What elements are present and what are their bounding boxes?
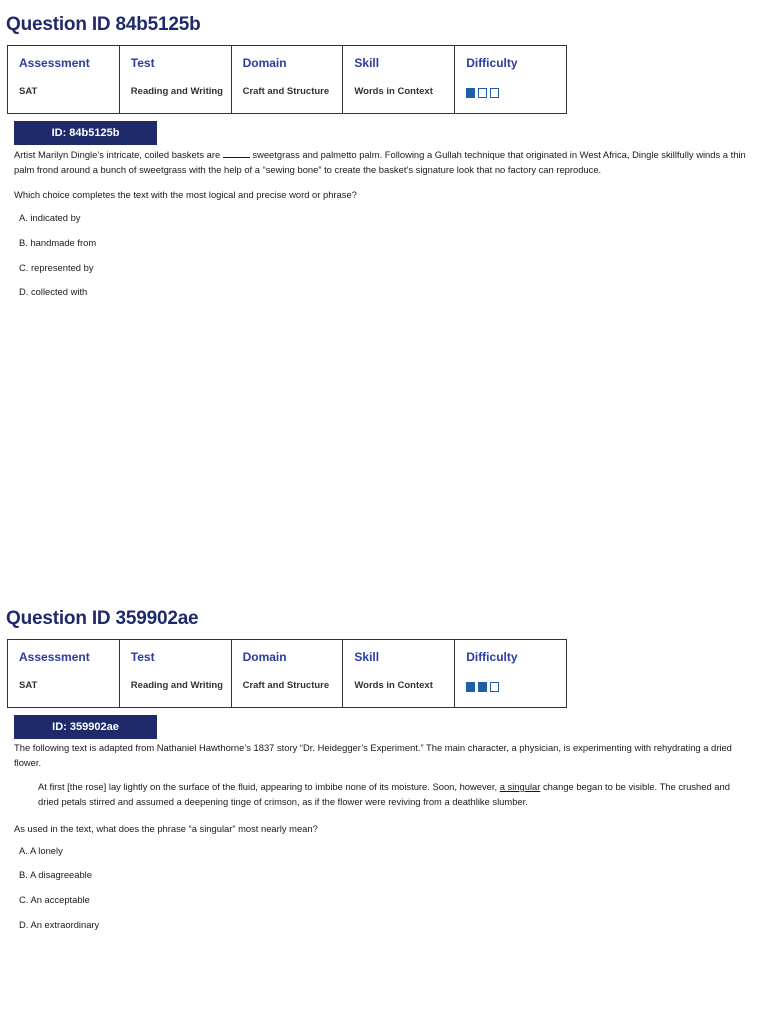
domain-value: Craft and Structure	[242, 680, 330, 691]
domain-cell	[231, 46, 343, 114]
difficulty-header: Difficulty	[466, 650, 518, 664]
difficulty-indicator	[466, 682, 566, 692]
quoted-passage	[38, 779, 753, 809]
domain-cell	[231, 640, 343, 708]
difficulty-square	[478, 682, 487, 692]
domain-value: Craft and Structure	[242, 86, 330, 97]
test-value: Reading and Writing	[130, 86, 223, 97]
answer-choice-c[interactable]: C. represented by	[19, 262, 94, 273]
difficulty-cell	[455, 640, 567, 708]
skill-cell	[343, 640, 455, 708]
difficulty-square	[490, 682, 499, 692]
skill-header: Skill	[354, 56, 380, 70]
test-value: Reading and Writing	[130, 680, 223, 691]
skill-value: Words in Context	[354, 680, 433, 691]
question-prompt: As used in the text, what does the phrase “a singular” most nearly mean?	[14, 823, 318, 834]
quote-before: At first [the rose] lay lightly on the surface of the fluid, appearing to imbibe none of its moisture. Soon, however,	[38, 781, 498, 792]
answer-choice-b[interactable]: B. handmade from	[19, 237, 97, 248]
passage-before-blank: Artist Marilyn Dingle’s intricate, coiled baskets are	[14, 149, 221, 160]
domain-header: Domain	[242, 56, 287, 70]
assessment-header: Assessment	[19, 56, 90, 70]
assessment-value: SAT	[19, 86, 38, 97]
difficulty-header: Difficulty	[466, 56, 518, 70]
answer-choice-c[interactable]: C. An acceptable	[19, 894, 90, 905]
assessment-cell	[8, 640, 120, 708]
question-id-badge: ID: 359902ae	[14, 715, 157, 739]
skill-header: Skill	[354, 650, 380, 664]
question-title: Question ID 84b5125b	[6, 14, 201, 35]
assessment-cell	[8, 46, 120, 114]
answer-blank	[223, 148, 250, 158]
question-title: Question ID 359902ae	[6, 608, 199, 629]
skill-cell	[343, 46, 455, 114]
quote-underlined-phrase: a singular	[499, 781, 541, 792]
test-header: Test	[130, 650, 155, 664]
test-cell	[119, 46, 231, 114]
question-meta-table	[7, 639, 567, 708]
answer-choice-b[interactable]: B. A disagreeable	[19, 869, 92, 880]
question-prompt: Which choice completes the text with the most logical and precise word or phrase?	[14, 189, 357, 200]
domain-header: Domain	[242, 650, 287, 664]
test-header: Test	[130, 56, 155, 70]
assessment-header: Assessment	[19, 650, 90, 664]
question-id-badge: ID: 84b5125b	[14, 121, 157, 145]
question-meta-table	[7, 45, 567, 114]
answer-choice-d[interactable]: D. An extraordinary	[19, 919, 100, 930]
question-passage	[14, 147, 754, 177]
assessment-value: SAT	[19, 680, 38, 691]
answer-choice-d[interactable]: D. collected with	[19, 286, 88, 297]
question-intro: The following text is adapted from Nathaniel Hawthorne’s 1837 story “Dr. Heidegger’s Experiment.” The main character, a physician, is experimenting with rehydrating a dried flower.	[14, 742, 732, 768]
difficulty-square	[466, 682, 475, 692]
skill-value: Words in Context	[354, 86, 433, 97]
difficulty-square	[478, 88, 487, 98]
difficulty-cell	[455, 46, 567, 114]
answer-choice-a[interactable]: A. A lonely	[19, 845, 63, 856]
passage-after-blank: sweetgrass and palmetto palm. Following a Gullah technique that originated in West Africa, Dingle skillfully winds a thin palm frond around a bunch of sweetgrass with the help of a “sewing bone” to create the basket’s signature look that no factory can reproduce.	[14, 149, 746, 175]
test-cell	[119, 640, 231, 708]
difficulty-indicator	[466, 88, 566, 98]
answer-choice-a[interactable]: A. indicated by	[19, 212, 81, 223]
difficulty-square	[490, 88, 499, 98]
quote-after: change began to be visible. The crushed and dried petals stirred and assumed a deepening tinge of crimson, as if the flower were reviving from a deathlike slumber.	[38, 781, 730, 807]
difficulty-square	[466, 88, 475, 98]
